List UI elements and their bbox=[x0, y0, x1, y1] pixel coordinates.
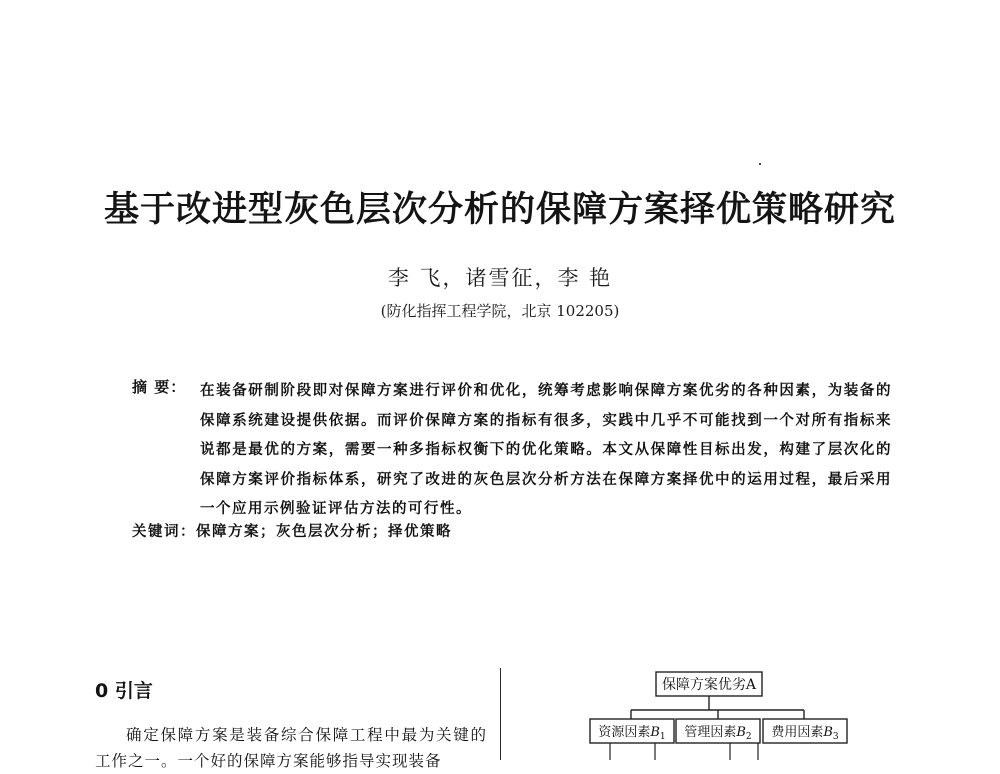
hierarchy-root-label: 保障方案优劣A bbox=[661, 677, 757, 693]
hierarchy-diagram bbox=[580, 660, 880, 760]
paper-affiliation: (防化指挥工程学院，北京 102205) bbox=[380, 302, 620, 320]
keywords-text: 保障方案；灰色层次分析；择优策略 bbox=[196, 523, 452, 540]
hierarchy-child-label-2: 管理因素$B_2$ bbox=[684, 725, 752, 742]
abstract-block bbox=[132, 376, 892, 524]
abstract-label: 摘 要： bbox=[132, 378, 187, 396]
section-heading-introduction: 0 引言 bbox=[95, 680, 153, 702]
paper-authors: 李 飞，诸雪征，李 艳 bbox=[387, 266, 613, 290]
keywords-line bbox=[132, 520, 892, 541]
hierarchy-child-label-3: 费用因素$B_3$ bbox=[771, 725, 839, 742]
keywords-label: 关键词： bbox=[132, 523, 196, 540]
paper-title: 基于改进型灰色层次分析的保障方案择优策略研究 bbox=[103, 190, 896, 230]
abstract-text: 在装备研制阶段即对保障方案进行评价和优化，统筹考虑影响保障方案优劣的各种因素，为装备的保障系统建设提供依据。而评价保障方案的指标有很多，实践中几乎不可能找到一个对所有指标来说都是最优的方案，需要一种多指标权衡下的优化策略。本文从保障性目标出发，构建了层次化的保障方案评价指标体系，研究了改进的灰色层次分析方法在保障方案择优中的运用过程，最后采用一个应用示例验证评估方法的可行性。 bbox=[200, 382, 892, 517]
stray-mark bbox=[759, 163, 761, 165]
introduction-paragraph: 确定保障方案是装备综合保障工程中最为关键的工作之一。一个好的保障方案能够指导实现装备 bbox=[95, 726, 487, 770]
column-divider bbox=[500, 668, 501, 760]
hierarchy-child-label-1: 资源因素$B_1$ bbox=[598, 725, 666, 742]
